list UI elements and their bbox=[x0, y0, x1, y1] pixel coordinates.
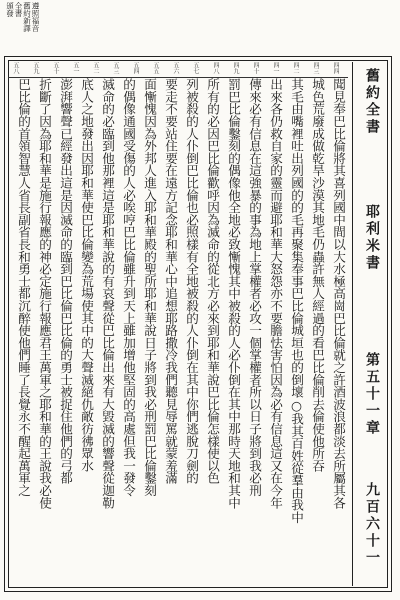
scripture-text bbox=[10, 78, 348, 584]
text-column: 聞見奉巴比倫將其喜列國中間以大水極高崗巴比倫就之許酒波浪都淡去所屬其各 bbox=[331, 78, 346, 509]
verse-number: 五三 bbox=[112, 62, 119, 74]
verse-number: 四一 bbox=[272, 62, 279, 74]
verse-number: 四十 bbox=[252, 62, 259, 74]
margin-title-column bbox=[352, 62, 392, 586]
text-column: 出來各仍救自家的靈而避耶和華大怒怨亦不要膽怯害怕因為必有信息這又在今年 bbox=[268, 78, 283, 509]
text-column: 城色荒廢成做乾旱沙漠其地毛仍蟲許無人經過的看巴比倫削去倫使他所吞 bbox=[310, 78, 325, 472]
verse-number: 四九 bbox=[232, 62, 239, 74]
text-column: 滅命的必臨到他那裡這是耶和華說的有哀聲從巴比倫出來有大毀滅的響聲從迦勒 bbox=[100, 78, 115, 509]
edition-label-line: 頒發 bbox=[5, 2, 15, 17]
verse-number: 五十 bbox=[52, 62, 59, 74]
page-number: 九百六十一 bbox=[364, 482, 380, 567]
text-column: 的偶像通國受傷的人必唉哼巴比倫雖升到天上雖加增他堅固的高處但我一發令 bbox=[121, 78, 136, 497]
edition-label-line: 遵照 bbox=[31, 2, 40, 17]
text-column: 傳來必有信息在這強暴的事為地上掌權者必攻一個掌權者所以日子將到我必刑 bbox=[247, 78, 262, 497]
verse-number: 五四 bbox=[132, 62, 139, 74]
text-column: 巴比倫的首領智慧人省長副省長和勇士都沉醉使他們睡了長覺永不醒起萬軍之 bbox=[16, 78, 31, 497]
chapter-title: 第五十一章 bbox=[364, 352, 380, 437]
verse-number: 五一 bbox=[72, 62, 79, 74]
chapter-book: 耶利米書 bbox=[364, 204, 380, 272]
book-title: 舊約全書 bbox=[364, 68, 380, 136]
verse-number: 四四 bbox=[332, 62, 339, 74]
verse-number: 五八 bbox=[12, 62, 19, 74]
verse-number: 五六 bbox=[172, 62, 179, 74]
verse-number: 五五 bbox=[152, 62, 159, 74]
text-column: 面慚愧因為外邦人進入耶和華殿的聖所耶和華說日子將到我必刑罰巴比倫鑿刻 bbox=[142, 78, 157, 497]
verse-number: 四二 bbox=[292, 62, 299, 74]
verse-number: 五七 bbox=[192, 62, 199, 74]
verse-number: 五二 bbox=[92, 62, 99, 74]
edition-label-line: 福音 bbox=[31, 17, 40, 32]
text-column: 澎湃響聲已經發出這是因滅命的臨到巴比倫巴比倫的勇士被捉住他們的弓都 bbox=[58, 78, 73, 484]
edition-label bbox=[3, 2, 39, 46]
text-column: 折斷了因為耶和華是施行報應的神必定施行報應君王萬軍之耶和華的王說我必使 bbox=[37, 78, 52, 509]
text-column: 罰巴比倫鑿刻的偶像他全地必致慚愧其中被殺的人必仆倒在其中那時天地和其中 bbox=[226, 78, 241, 509]
text-column: 底人之地發出因耶和華使巴比倫變為荒場使其中的大聲滅絕仇敵彷彿眾水 bbox=[79, 78, 94, 472]
text-column: 所有的必因巴比倫歡呼因為滅命的從北方必來到耶和華說巴比倫怎樣使以色 bbox=[205, 78, 220, 484]
text-column: 其毛由嘴裡吐出列國的的毛再聚集奉事巴比倫城垣也的倒壞○我其百姓從羣由我中 bbox=[289, 78, 304, 524]
verse-number-row bbox=[10, 62, 348, 76]
verse-number: 四八 bbox=[212, 62, 219, 74]
edition-label-line: 舊約 bbox=[22, 2, 32, 17]
verse-number: 五九 bbox=[32, 62, 39, 74]
text-column: 列被殺的人仆倒巴比倫也必照樣有全地被殺的人仆倒在其中你們逃脫刀劍的 bbox=[184, 78, 199, 484]
text-column: 要走不要站住要在遠方記念耶和華心中追想耶路撒冷我們聽見辱罵就蒙羞滿 bbox=[163, 78, 178, 484]
edition-label-line: 新譯 bbox=[22, 17, 32, 32]
verse-number: 四三 bbox=[312, 62, 319, 74]
edition-label-line: 全書 bbox=[14, 2, 23, 17]
